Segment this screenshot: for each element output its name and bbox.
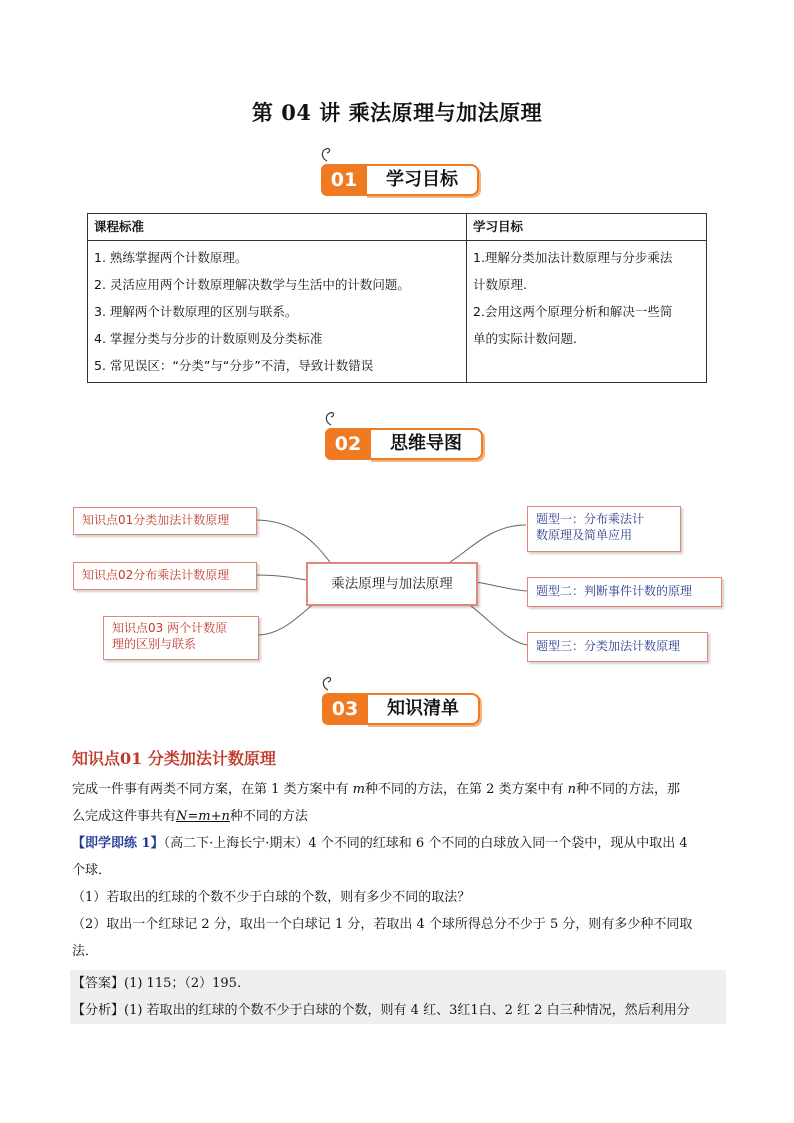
section-number: 01 [321,164,367,196]
knowledge-paragraph [72,776,728,830]
question-1: （1）若取出的红球的个数不少于白球的个数，则有多少不同的取法？ [72,890,471,905]
formula: N=m+n [176,809,230,824]
standard-item: 1. 熟练掌握两个计数原理。 [94,250,248,265]
objective-line: 1.理解分类加法计数原理与分步乘法 [473,250,673,265]
text: 么完成这件事共有 [72,809,177,824]
curl-icon [319,146,333,162]
mind-node-type-02: 题型二：判断事件计数的原理 [527,577,722,607]
section-badge-mindmap [325,424,481,460]
objective-line: 单的实际计数问题. [473,331,577,346]
standard-item: 2. 灵活应用两个计数原理解决数学与生活中的计数问题。 [94,277,410,292]
section-label: 学习目标 [365,164,479,196]
question-2: （2）取出一个红球记 2 分，取出一个白球记 1 分，若取出 4 个球所得总分不少于 5 分，则有多少种不同取 [72,917,693,932]
objective-line: 计数原理. [473,277,527,292]
mind-node-knowledge-01: 知识点01分类加法计数原理 [73,507,257,535]
node-line: 数原理及简单应用 [536,528,633,542]
node-line: 题型一：分布乘法计 [536,512,645,526]
page-title: 第 04 讲 乘法原理与加法原理 [251,100,543,125]
curl-icon [320,675,334,691]
mind-map [0,490,794,670]
text: 种不同的方法，那 [576,782,681,797]
section-badge-knowledge [322,689,478,725]
table-header: 课程标准 [88,214,467,241]
mind-node-knowledge-03 [103,616,259,660]
mind-node-type-01 [527,506,681,552]
goals-table [87,213,707,383]
section-number: 03 [322,693,368,725]
practice-block [72,830,728,965]
practice-text: 个球． [72,863,112,878]
objectives-cell [467,241,707,383]
text: 种不同的方法 [229,809,308,824]
text: 完成一件事有两类不同方案，在第 1 类方案中有 [72,782,353,797]
variable-m: m [352,782,365,797]
table-header: 学习目标 [467,214,707,241]
standard-item: 3. 理解两个计数原理的区别与联系。 [94,304,298,319]
curl-icon [323,410,337,426]
section-label: 思维导图 [369,428,483,460]
node-line: 知识点03 两个计数原 [112,621,228,635]
variable-n: n [567,782,577,797]
standards-cell [88,241,467,383]
knowledge-heading: 知识点01 分类加法计数原理 [72,749,276,768]
analysis-line: 【分析】(1) 若取出的红球的个数不少于白球的个数，则有 4 红、3红1白、2 红 2 白三种情况，然后利用分 [70,997,726,1024]
practice-tag: 【即学即练 1】 [72,836,164,851]
mind-node-center: 乘法原理与加法原理 [306,562,478,606]
objective-line: 2.会用这两个原理分析和解决一些简 [473,304,673,319]
mind-node-knowledge-02: 知识点02分布乘法计数原理 [73,562,257,590]
standard-item: 5. 常见误区：“分类”与“分步”不清，导致计数错误 [94,358,374,373]
practice-text: （高二下·上海长宁·期末）4 个不同的红球和 6 个不同的白球放入同一个袋中，现从中取出 4 [163,836,688,851]
text: 种不同的方法，在第 2 类方案中有 [365,782,568,797]
standard-item: 4. 掌握分类与分步的计数原则及分类标准 [94,331,323,346]
question-2-cont: 法． [72,944,99,959]
node-line: 理的区别与联系 [112,637,197,651]
mind-node-type-03: 题型三：分类加法计数原理 [527,632,708,662]
section-label: 知识清单 [366,693,480,725]
section-badge-goals [321,160,477,196]
answer-line: 【答案】(1) 115；（2）195. [70,970,726,997]
section-number: 02 [325,428,371,460]
